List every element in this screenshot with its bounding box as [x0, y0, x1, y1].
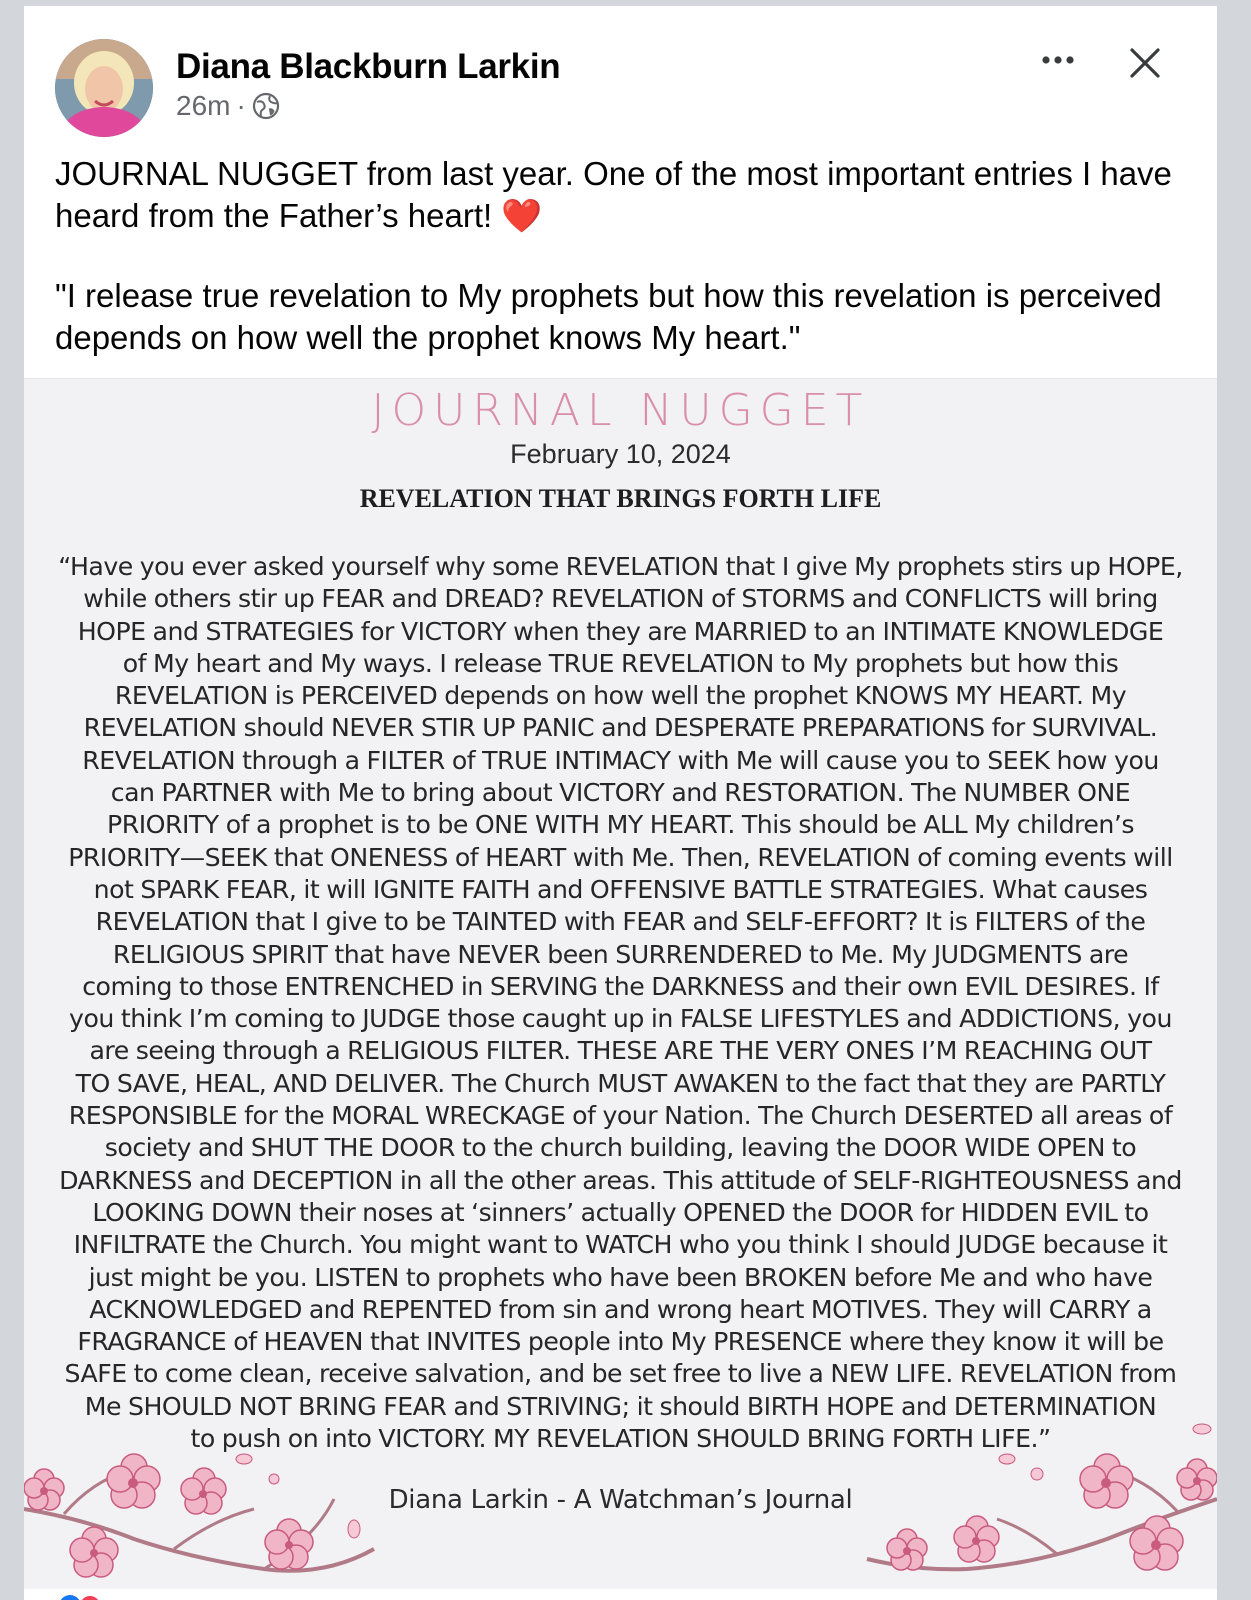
post-meta	[176, 90, 280, 122]
journal-line: HOPE and STRATEGIES for VICTORY when they are MARRIED to an INTIMATE KNOWLEDGE	[77, 616, 1164, 646]
post-card	[24, 6, 1217, 1600]
timestamp[interactable]: 26m	[176, 90, 231, 121]
journal-line: PRIORITY of a prophet is to be ONE WITH MY HEART. This should be ALL My children’s	[107, 810, 1134, 840]
journal-line: you think I’m coming to JUDGE those caught up in FALSE LIFESTYLES and ADDICTIONS, you	[69, 1004, 1172, 1034]
journal-line: RESPONSIBLE for the MORAL WRECKAGE of your Nation. The Church DESERTED all areas of	[68, 1101, 1173, 1131]
journal-line: PRIORITY—SEEK that ONENESS of HEART with Me. Then, REVELATION of coming events will	[68, 842, 1173, 872]
journal-line: coming to those ENTRENCHED in SERVING the DARKNESS and their own EVIL DESIRES. If	[82, 971, 1159, 1001]
journal-line: FRAGRANCE of HEAVEN that INVITES people into My PRESENCE where they know it will be	[77, 1327, 1164, 1357]
journal-heading: REVELATION THAT BRINGS FORTH LIFE	[359, 484, 882, 513]
journal-line: just might be you. LISTEN to prophets who have been BROKEN before Me and who have	[88, 1262, 1153, 1292]
journal-line: RELIGIOUS SPIRIT that have NEVER been SURRENDERED to Me. My JUDGMENTS are	[112, 939, 1129, 969]
journal-signature: Diana Larkin - A Watchman’s Journal	[388, 1485, 853, 1515]
meta-separator: ·	[236, 90, 246, 121]
globe-icon	[252, 92, 280, 120]
journal-line: REVELATION that I give to be TAINTED with FEAR and SELF-EFFORT? It is FILTERS of the	[95, 907, 1146, 937]
journal-line: REVELATION through a FILTER of TRUE INTIMACY with Me will cause you to SEEK how you	[82, 745, 1159, 775]
journal-line: are seeing through a RELIGIOUS FILTER. THESE ARE THE VERY ONES I’M REACHING OUT	[89, 1036, 1152, 1066]
journal-title: JOURNAL NUGGET	[371, 385, 870, 436]
journal-line: society and SHUT THE DOOR to the church building, leaving the DOOR WIDE OPEN to	[104, 1133, 1137, 1163]
close-button[interactable]	[1122, 40, 1168, 86]
journal-line: can PARTNER with Me to bring about VICTORY and RESTORATION. The NUMBER ONE	[110, 778, 1131, 808]
author-name[interactable]: Diana Blackburn Larkin	[176, 47, 561, 86]
journal-line: while others stir up FEAR and DREAD? REVELATION of STORMS and CONFLICTS will bring	[83, 584, 1158, 614]
journal-line: REVELATION should NEVER STIR UP PANIC and DESPERATE PREPARATIONS for SURVIVAL.	[83, 713, 1158, 743]
avatar[interactable]	[55, 39, 153, 137]
post-text-paragraph-1: JOURNAL NUGGET from last year. One of the most important entries I have heard from the Father’s heart! ❤️	[55, 155, 1172, 234]
journal-date: February 10, 2024	[510, 439, 731, 469]
avatar-photo	[55, 39, 153, 137]
post-image[interactable]	[24, 378, 1217, 1589]
journal-line: to push on into VICTORY. MY REVELATION SHOULD BRING FORTH LIFE.”	[190, 1424, 1051, 1454]
journal-line: REVELATION is PERCEIVED depends on how well the prophet KNOWS MY HEART. My	[114, 681, 1127, 711]
journal-line: “Have you ever asked yourself why some REVELATION that I give My prophets stirs up HOPE,	[58, 552, 1183, 581]
journal-line: DARKNESS and DECEPTION in all the other areas. This attitude of SELF-RIGHTEOUSNESS and	[59, 1165, 1182, 1195]
journal-line: INFILTRATE the Church. You might want to WATCH who you think I should JUDGE because it	[73, 1230, 1168, 1260]
close-icon	[1129, 47, 1161, 79]
post-text-paragraph-2: "I release true revelation to My prophets but how this revelation is perceived depends on how well the prophet knows My heart."	[55, 277, 1162, 356]
journal-line: Me SHOULD NOT BRING FEAR and STRIVING; it should BIRTH HOPE and DETERMINATION	[84, 1391, 1157, 1421]
journal-line: LOOKING DOWN their noses at ‘sinners’ actually OPENED the DOOR for HIDDEN EVIL to	[92, 1197, 1149, 1227]
reactions-icon[interactable]	[56, 1590, 116, 1600]
journal-line: TO SAVE, HEAL, AND DELIVER. The Church MUST AWAKEN to the fact that they are PARTLY	[75, 1068, 1166, 1098]
journal-line: ACKNOWLEDGED and REPENTED from sin and wrong heart MOTIVES. They will CARRY a	[89, 1294, 1152, 1324]
more-options-button[interactable]	[1035, 40, 1081, 80]
post-text	[55, 153, 1185, 359]
journal-line: not SPARK FEAR, it will IGNITE FAITH and OFFENSIVE BATTLE STRATEGIES. What causes	[93, 874, 1148, 904]
more-horizontal-icon	[1041, 55, 1075, 65]
journal-line: of My heart and My ways. I release TRUE REVELATION to My prophets but how this	[122, 648, 1119, 678]
journal-body	[38, 551, 1203, 1455]
journal-line: SAFE to come clean, receive salvation, and be set free to live a NEW LIFE. REVELATION from	[64, 1359, 1177, 1389]
